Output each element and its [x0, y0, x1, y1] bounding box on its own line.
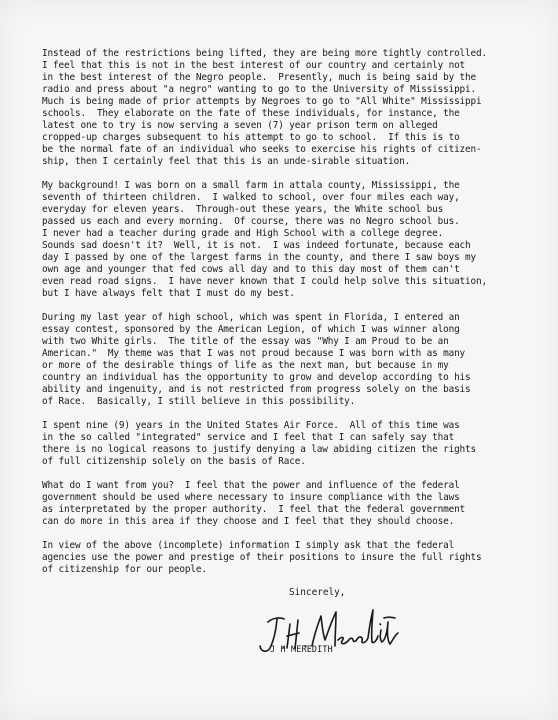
letter-line: I feel that this is not in the best interest of our country and certainly not [42, 60, 466, 71]
letter-line: in the so called "integrated" service and I feel that I can safely say that [42, 432, 455, 443]
letter-line: but I have always felt that I must do my best. [42, 288, 295, 299]
letter-line: I spent nine (9) years in the United States Air Force. All of this time was [42, 420, 460, 431]
letter-line: own age and younger that fed cows all day and to this day most of them can't [42, 264, 460, 275]
letter-line: day I passed by one of the largest farms in the county, and there I saw boys my [42, 252, 477, 263]
letter-line: In view of the above (incomplete) information I simply ask that the federal [42, 540, 455, 551]
closing-salutation: Sincerely, [289, 587, 346, 598]
letter-line: of full citizenship solely on the basis of Race. [42, 456, 306, 467]
letter-line: agencies use the power and prestige of their positions to insure the full rights [42, 552, 482, 563]
letter-line: American." My theme was that I was not proud because I was born with as many [42, 348, 466, 359]
letter-line: Much is being made of prior attempts by Negroes to go to "All White" Mississippi [42, 96, 482, 107]
letter-line: schools. They elaborate on the fate of these individuals, for instance, the [42, 108, 460, 119]
letter-line: My background! I was born on a small farm in attala county, Mississippi, the [42, 180, 460, 191]
letter-line: everyday for eleven years. Through-out these years, the White school bus [42, 204, 444, 215]
letter-line: radio and press about "a negro" wanting to go to the University of Mississippi. [42, 84, 477, 95]
letter-line: there is no logical reasons to justify denying a law abiding citizen the rights [42, 444, 477, 455]
letter-line: ability and ingenuity, and is not restricted from progress solely on the basis [42, 384, 471, 395]
letter-line: government should be used where necessary to insure compliance with the laws [42, 492, 460, 503]
letter-line: Sounds sad doesn't it? Well, it is not. I was indeed fortunate, because each [42, 240, 471, 251]
letter-line: passed us each and every morning. Of course, there was no Negro school bus. [42, 216, 460, 227]
letter-line: Instead of the restrictions being lifted, they are being more tightly controlled. [42, 48, 488, 59]
letter-line: cropped-up charges subsequent to his attempt to go to school. If this is to [42, 132, 460, 143]
letter-paragraph [42, 540, 526, 576]
letter-line: even read road signs. I have never known that I could help solve this situation, [42, 276, 488, 287]
letter-line: in the best interest of the Negro people. Presently, much is being said by the [42, 72, 477, 83]
letter-line: I never had a teacher during grade and High School with a college degree. [42, 228, 444, 239]
letter-line: can do more in this area if they choose and I feel that they should choose. [42, 516, 455, 527]
letter-paragraph [42, 480, 526, 528]
letter-paragraph [42, 180, 526, 300]
letter-line: of Race. Basically, I still believe in this possibility. [42, 396, 356, 407]
letter-paragraph [42, 312, 526, 408]
letter-paragraph [42, 420, 526, 468]
letter-paragraph [42, 48, 526, 168]
letter-line: During my last year of high school, which was spent in Florida, I entered an [42, 312, 460, 323]
letter-line: country an individual has the opportunity to grow and develop according to his [42, 372, 471, 383]
letter-body [42, 48, 526, 588]
typed-signatory-name: J H MEREDITH [270, 644, 333, 654]
letter-line: be the normal fate of an individual who seeks to exercise his rights of citizen- [42, 144, 482, 155]
letter-line: ship, then I certainly feel that this is an unde-sirable situation. [42, 156, 411, 167]
letter-line: as interpretated by the proper authority. I feel that the federal government [42, 504, 466, 515]
letter-line: seventh of thirteen children. I walked to school, over four miles each way, [42, 192, 460, 203]
letter-line: or more of the desirable things of life as the next man, but because in my [42, 360, 449, 371]
letter-line: of citizenship for our people. [42, 564, 207, 575]
letter-line: with two White girls. The title of the essay was "Why I am Proud to be an [42, 336, 449, 347]
letter-line: What do I want from you? I feel that the power and influence of the federal [42, 480, 460, 491]
letter-line: latest one to try is now serving a seven (7) year prison term on alleged [42, 120, 438, 131]
letter-line: essay contest, sponsored by the American Legion, of which I was winner along [42, 324, 460, 335]
